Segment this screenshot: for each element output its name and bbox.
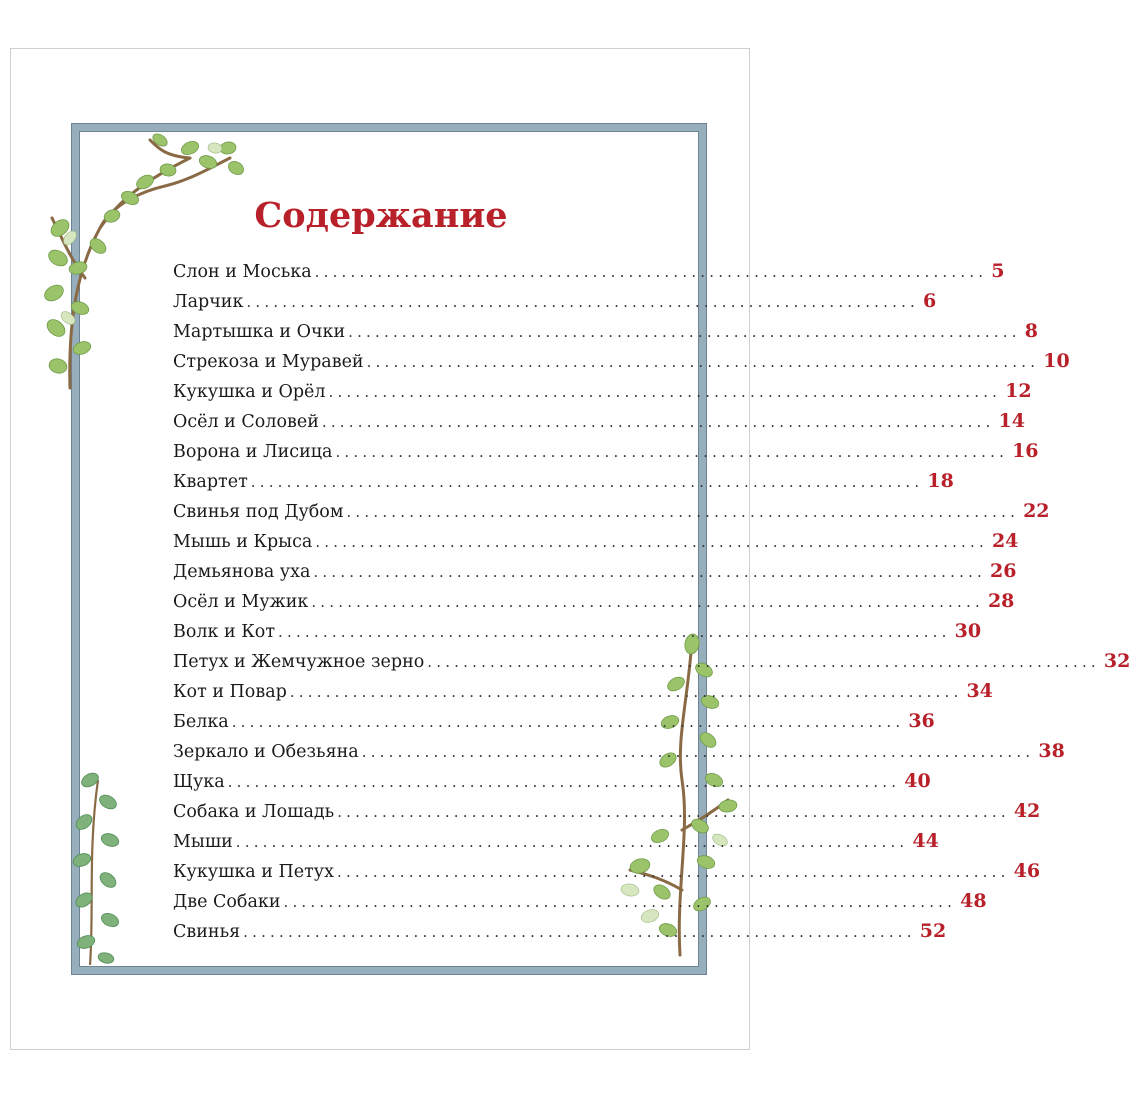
toc-entry-page-number: 34 — [966, 680, 993, 702]
toc-entry[interactable] — [173, 916, 947, 946]
toc-entry-page-number: 24 — [991, 530, 1019, 552]
toc-entry-title: Свинья — [173, 922, 241, 942]
toc-entry-page-number: 40 — [904, 770, 931, 792]
toc-dot-leader: ........................................................................... — [361, 743, 1035, 761]
toc-entry-page-number: 30 — [954, 620, 982, 642]
toc-entry-title: Щука — [173, 772, 225, 792]
toc-dot-leader: ........................................................................... — [427, 653, 1100, 671]
toc-entry-page-number: 10 — [1043, 350, 1070, 372]
toc-entry-title: Ворона и Лисица — [173, 442, 333, 462]
toc-entry-title: Стрекоза и Муравей — [173, 352, 364, 372]
toc-entry[interactable] — [173, 526, 1019, 556]
toc-entry[interactable] — [173, 856, 1041, 886]
toc-entry-title: Две Собаки — [173, 892, 281, 912]
toc-entry-page-number: 44 — [912, 830, 939, 852]
toc-entry[interactable] — [173, 316, 1038, 346]
toc-dot-leader: ........................................................................... — [278, 623, 951, 641]
toc-dot-leader: ........................................................................... — [227, 773, 901, 791]
toc-entry[interactable] — [173, 706, 935, 736]
toc-dot-leader: ........................................................................... — [283, 893, 957, 911]
toc-entry-title: Свинья под Дубом — [173, 502, 344, 522]
toc-entry-title: Ларчик — [173, 292, 244, 312]
toc-dot-leader: ........................................................................... — [315, 533, 988, 551]
toc-entry-page-number: 52 — [919, 920, 947, 942]
toc-entry[interactable] — [173, 256, 1005, 286]
toc-entry-page-number: 28 — [987, 590, 1015, 612]
toc-dot-leader: ........................................................................... — [321, 413, 995, 431]
toc-entry-title: Кот и Повар — [173, 682, 287, 702]
toc-dot-leader: ........................................................................... — [335, 443, 1009, 461]
toc-dot-leader: ........................................................................... — [336, 863, 1010, 881]
toc-entry[interactable] — [173, 466, 954, 496]
toc-entry[interactable] — [173, 496, 1050, 526]
toc-entry[interactable] — [173, 586, 1015, 616]
toc-dot-leader: ........................................................................... — [311, 593, 984, 611]
toc-entry-page-number: 8 — [1024, 320, 1038, 342]
toc-entry-title: Волк и Кот — [173, 622, 276, 642]
page-title: Содержание — [254, 195, 508, 236]
toc-entry[interactable] — [173, 436, 1039, 466]
toc-entry-page-number: 38 — [1038, 740, 1065, 762]
toc-entry[interactable] — [173, 346, 1070, 376]
toc-entry-page-number: 32 — [1103, 650, 1130, 672]
toc-entry-title: Мыши — [173, 832, 233, 852]
toc-entry-title: Мартышка и Очки — [173, 322, 346, 342]
table-of-contents — [173, 256, 1130, 946]
toc-entry[interactable] — [173, 676, 993, 706]
toc-dot-leader: ........................................................................... — [235, 833, 909, 851]
toc-entry[interactable] — [173, 616, 982, 646]
toc-entry-page-number: 16 — [1012, 440, 1039, 462]
toc-entry-title: Демьянова уха — [173, 562, 311, 582]
toc-entry[interactable] — [173, 736, 1065, 766]
toc-dot-leader: ........................................................................... — [246, 293, 920, 311]
toc-entry-page-number: 48 — [960, 890, 987, 912]
toc-dot-leader: ........................................................................... — [348, 323, 1021, 341]
toc-entry[interactable] — [173, 826, 939, 856]
toc-entry-page-number: 36 — [908, 710, 935, 732]
toc-dot-leader: ........................................................................... — [289, 683, 963, 701]
toc-entry-page-number: 18 — [927, 470, 954, 492]
toc-entry-title: Белка — [173, 712, 229, 732]
toc-entry-page-number: 26 — [990, 560, 1017, 582]
vine-bottom-left-icon — [70, 760, 140, 970]
toc-entry-title: Осёл и Соловей — [173, 412, 319, 432]
toc-entry[interactable] — [173, 556, 1017, 586]
toc-dot-leader: ........................................................................... — [328, 383, 1002, 401]
toc-entry[interactable] — [173, 646, 1130, 676]
toc-entry-page-number: 14 — [998, 410, 1025, 432]
toc-entry-title: Мышь и Крыса — [173, 532, 313, 552]
toc-dot-leader: ........................................................................... — [231, 713, 905, 731]
toc-entry-page-number: 46 — [1013, 860, 1041, 882]
toc-entry-title: Кукушка и Орёл — [173, 382, 326, 402]
toc-dot-leader: ........................................................................... — [250, 473, 924, 491]
toc-entry-page-number: 22 — [1023, 500, 1050, 522]
toc-entry-page-number: 6 — [923, 290, 937, 312]
toc-entry-title: Осёл и Мужик — [173, 592, 309, 612]
toc-dot-leader: ........................................................................... — [366, 353, 1040, 371]
toc-entry[interactable] — [173, 886, 987, 916]
toc-entry-page-number: 42 — [1013, 800, 1041, 822]
toc-entry-title: Слон и Моська — [173, 262, 312, 282]
toc-dot-leader: ........................................................................... — [313, 563, 987, 581]
toc-entry-page-number: 5 — [991, 260, 1005, 282]
toc-dot-leader: ........................................................................... — [337, 803, 1010, 821]
toc-dot-leader: ........................................................................... — [314, 263, 988, 281]
toc-entry-title: Квартет — [173, 472, 248, 492]
toc-entry-page-number: 12 — [1005, 380, 1032, 402]
toc-entry-title: Зеркало и Обезьяна — [173, 742, 359, 762]
toc-dot-leader: ........................................................................... — [346, 503, 1020, 521]
toc-entry[interactable] — [173, 796, 1041, 826]
toc-entry[interactable] — [173, 376, 1032, 406]
toc-entry-title: Собака и Лошадь — [173, 802, 335, 822]
toc-entry-title: Петух и Жемчужное зерно — [173, 652, 425, 672]
toc-dot-leader: ........................................................................... — [243, 923, 916, 941]
toc-entry[interactable] — [173, 286, 937, 316]
toc-entry[interactable] — [173, 406, 1025, 436]
toc-entry[interactable] — [173, 766, 931, 796]
toc-entry-title: Кукушка и Петух — [173, 862, 334, 882]
